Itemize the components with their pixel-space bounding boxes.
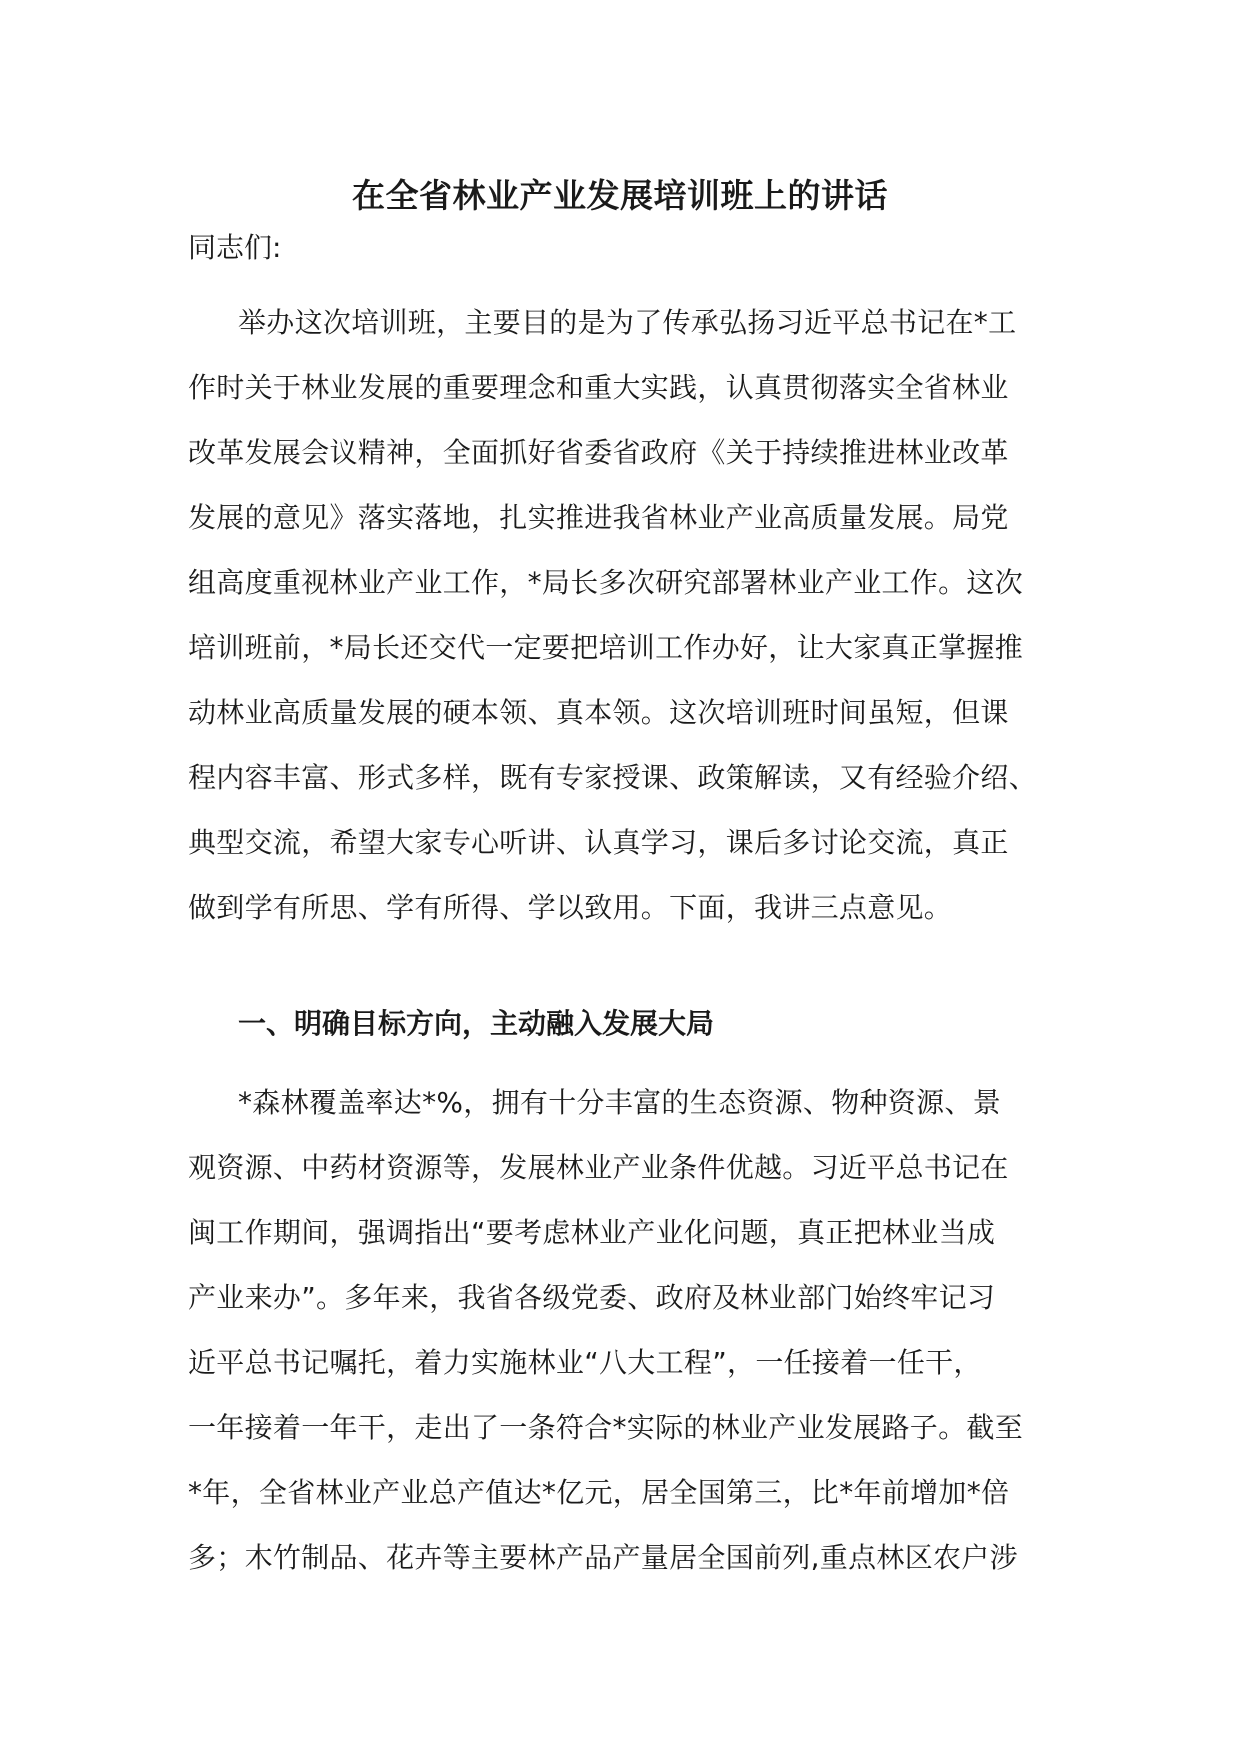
salutation: 同志们: — [188, 231, 282, 264]
section-heading: 一、明确目标方向，主动融入发展大局 — [238, 1007, 715, 1040]
paragraph-line: 做到学有所思、学有所得、学以致用。下面，我讲三点意见。 — [188, 891, 953, 924]
paragraph-line: *森林覆盖率达*%，拥有十分丰富的生态资源、物种资源、景 — [238, 1086, 1002, 1119]
paragraph-line: 举办这次培训班，主要目的是为了传承弘扬习近平总书记在*工 — [238, 306, 1017, 339]
paragraph-line: 作时关于林业发展的重要理念和重大实践，认真贯彻落实全省林业 — [188, 371, 1009, 404]
paragraph-line: 程内容丰富、形式多样，既有专家授课、政策解读，又有经验介绍、 — [188, 761, 1038, 794]
paragraph-intro — [188, 290, 1056, 940]
paragraph-line: 动林业高质量发展的硬本领、真本领。这次培训班时间虽短，但课 — [188, 696, 1009, 729]
paragraph-line: 典型交流，希望大家专心听讲、认真学习，课后多讨论交流，真正 — [188, 826, 1009, 859]
paragraph-line: 发展的意见》落实落地，扎实推进我省林业产业高质量发展。局党 — [188, 501, 1009, 534]
paragraph-line: 产业来办”。多年来，我省各级党委、政府及林业部门始终牢记习 — [188, 1281, 996, 1314]
document-title: 在全省林业产业发展培训班上的讲话 — [352, 176, 888, 215]
paragraph-line: 改革发展会议精神，全面抓好省委省政府《关于持续推进林业改革 — [188, 436, 1009, 469]
paragraph-line: 培训班前，*局长还交代一定要把培训工作办好，让大家真正掌握推 — [188, 631, 1024, 664]
paragraph-line: 闽工作期间，强调指出“要考虑林业产业化问题，真正把林业当成 — [188, 1216, 996, 1249]
paragraph-line: *年，全省林业产业总产值达*亿元，居全国第三，比*年前增加*倍 — [188, 1476, 1010, 1509]
paragraph-line: 多；木竹制品、花卉等主要林产品产量居全国前列,重点林区农户涉 — [188, 1541, 1018, 1574]
paragraph-line: 一年接着一年干，走出了一条符合*实际的林业产业发展路子。截至 — [188, 1411, 1024, 1444]
paragraph-line: 组高度重视林业产业工作，*局长多次研究部署林业产业工作。这次 — [188, 566, 1024, 599]
paragraph-section1 — [188, 1070, 1056, 1590]
paragraph-line: 近平总书记嘱托，着力实施林业“八大工程”，一任接着一任干， — [188, 1346, 982, 1379]
paragraph-line: 观资源、中药材资源等，发展林业产业条件优越。习近平总书记在 — [188, 1151, 1009, 1184]
